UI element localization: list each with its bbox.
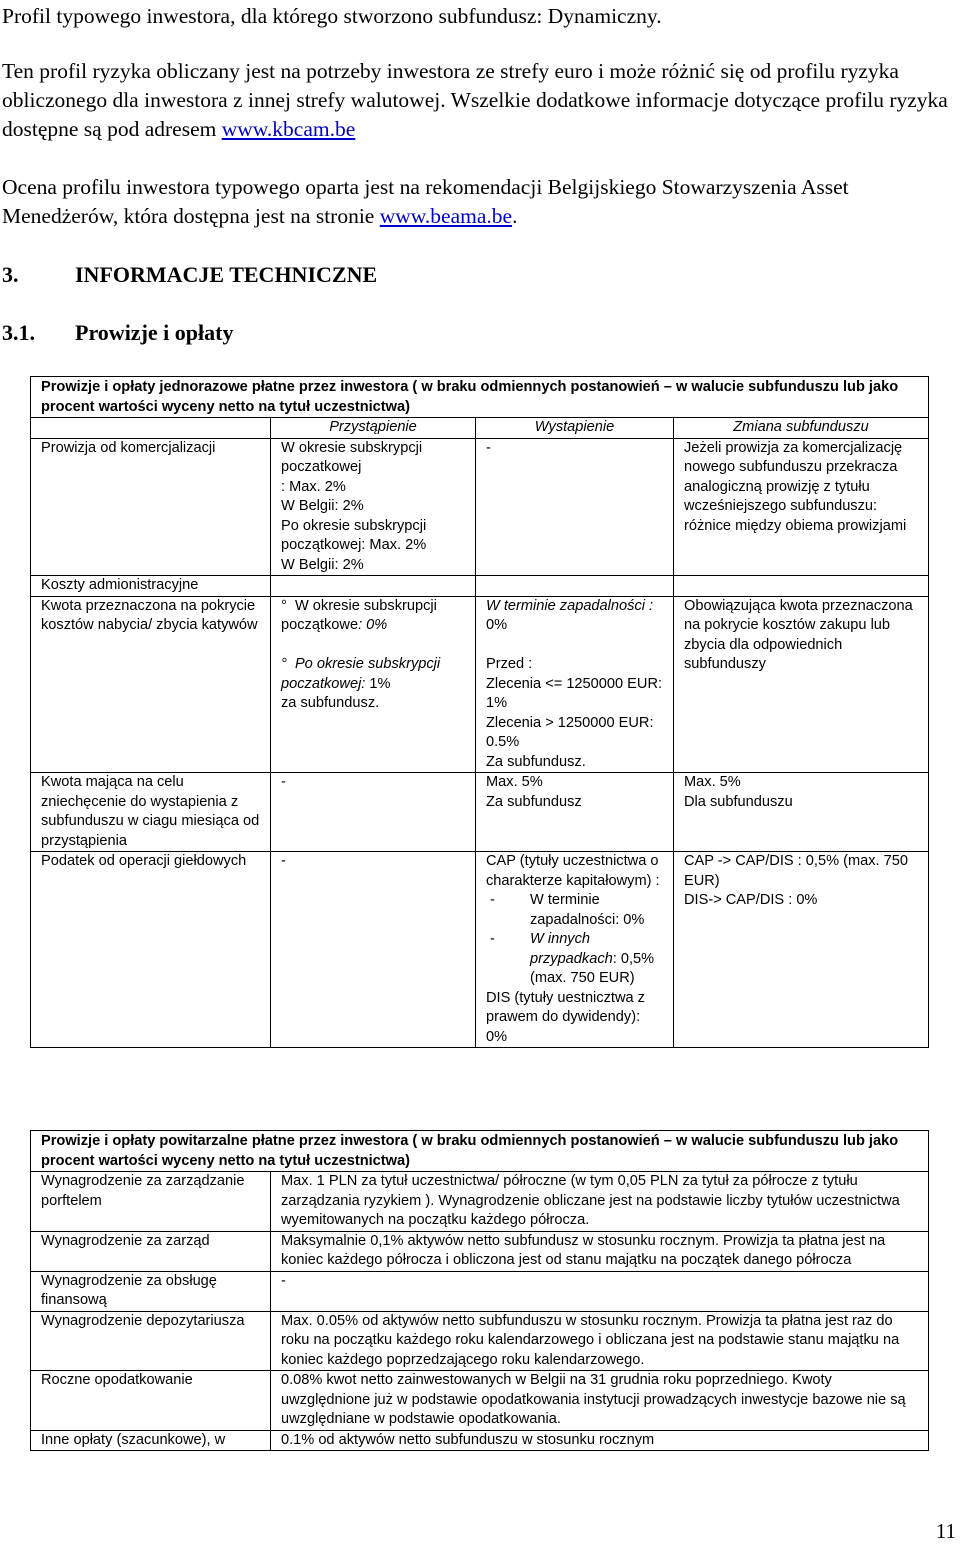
row-value: Max. 1 PLN za tytuł uczestnictwa/ półroczne (w tym 0,05 PLN za tytuł za półrocze z tytułu zarządzania ryzykiem ). Wynagrodzenie obliczane jest na podstawie liczby tytułów uczestnictwa wyemitowanych na początku każdego półrocza. — [271, 1172, 929, 1232]
exit-line: Za subfundusz — [486, 793, 582, 810]
page-number: 11 — [935, 1519, 956, 1543]
row-label: Koszty admionistracyjne — [31, 576, 271, 597]
assessment-end: . — [512, 204, 518, 228]
table-row — [31, 596, 929, 773]
one-time-fees-header: Prowizje i opłaty jednorazowe płatne przez inwestora ( w braku odmiennych postanowień – w walucie subfunduszu lub jako procent wartości wyceny netto na tytuł uczestnictwa) — [31, 377, 929, 418]
investor-profile-line: Profil typowego inwestora, dla którego stworzono subfundusz: Dynamiczny. — [2, 4, 662, 28]
entry-value: : 0% — [358, 617, 388, 633]
recurring-fees-table — [30, 1130, 929, 1451]
assessment-paragraph — [2, 173, 957, 231]
entry-cell — [271, 596, 476, 773]
subsection-heading-fees — [2, 320, 233, 346]
entry-text: Po okresie subskrypcji poczatkowej: — [281, 656, 441, 692]
entry-cell: - — [271, 852, 476, 1048]
risk-profile-text: Ten profil ryzyka obliczany jest na potrzeby inwestora ze strefy euro i może różnić się od profilu ryzyka obliczonego dla inwestora z innej strefy walutowej. Wszelkie dodatkowe informacje dotyczące profilu ryzyka dostępne są pod adresem — [2, 59, 948, 141]
beama-link[interactable]: www.beama.be — [379, 204, 513, 228]
switch-line: DIS-> CAP/DIS : 0% — [684, 892, 818, 908]
entry-line: początkowej: Max. 2% — [281, 537, 427, 553]
column-header-exit: Wystapienie — [476, 418, 674, 439]
entry-line: W okresie subskrypcji — [281, 439, 423, 456]
table-row — [31, 1172, 929, 1232]
exit-line: Zlecenia > 1250000 EUR: 0.5% — [486, 714, 654, 750]
assessment-text: Ocena profilu inwestora typowego oparta jest na rekomendacji Belgijskiego Stowarzyszenia Asset Menedżerów, która dostępna jest na stronie — [2, 175, 849, 228]
section-heading-technical — [2, 262, 377, 288]
entry-line: : Max. 2% — [281, 478, 346, 495]
entry-line: poczatkowej — [281, 459, 362, 475]
column-header-switch: Zmiana subfunduszu — [674, 418, 929, 439]
row-value: 0.08% kwot netto zainwestowanych w Belgii na 31 grudnia roku poprzedniego. Kwoty uwzględnione już w podstawie opodatkowania instytucji prowadzących inwestycje bazowe nie są uwzględniane w podstawie opodatkowania. — [271, 1371, 929, 1431]
list-item: - W terminie zapadalności: 0% — [486, 891, 663, 930]
entry-line: Po okresie subskrypcji — [281, 517, 427, 534]
table-row — [31, 1371, 929, 1431]
exit-text: W terminie zapadalności : — [486, 597, 654, 614]
column-header-empty — [31, 418, 271, 439]
row-label: Wynagrodzenie za obsługę finansową — [31, 1271, 271, 1311]
entry-cell — [271, 438, 476, 576]
row-label: Roczne opodatkowanie — [31, 1371, 271, 1431]
subsection-title: Prowizje i opłaty — [75, 320, 234, 345]
exit-line: DIS (tytuły uestnicztwa z prawem do dywidendy): 0% — [486, 989, 645, 1045]
row-label: Wynagrodzenie za zarządzanie porftelem — [31, 1172, 271, 1232]
row-value: Maksymalnie 0,1% aktywów netto subfundusz w stosunku rocznym. Prowizja ta płatna jest na koniec każdego półrocza i obliczona jest od stanu majątku na początek danego półrocza — [271, 1231, 929, 1271]
exit-line: Max. 5% — [486, 774, 543, 790]
list-item-rest: : 0,5% (max. 750 EUR) — [530, 950, 655, 986]
row-value: 0.1% od aktywów netto subfunduszu w stosunku rocznym — [271, 1430, 929, 1451]
entry-line: W Belgii: 2% — [281, 498, 364, 514]
table-row — [31, 773, 929, 852]
exit-list — [486, 891, 663, 989]
list-item — [486, 930, 663, 989]
exit-line: Zlecenia <= 1250000 EUR: 1% — [486, 675, 663, 711]
row-label: Inne opłaty (szacunkowe), w — [31, 1430, 271, 1451]
one-time-fees-table — [30, 376, 929, 1048]
table-row — [31, 1311, 929, 1371]
row-label: Prowizja od komercjalizacji — [31, 438, 271, 576]
entry-bullet — [281, 655, 465, 694]
entry-text: W okresie subskrupcji początkowe — [281, 597, 437, 633]
exit-value: 0% — [486, 617, 508, 633]
kbcam-link[interactable]: www.kbcam.be — [221, 117, 356, 141]
switch-cell — [674, 576, 929, 597]
table-row — [31, 852, 929, 1048]
table-row — [31, 1271, 929, 1311]
table-row — [31, 1231, 929, 1271]
switch-line: CAP -> CAP/DIS : 0,5% (max. 750 EUR) — [684, 853, 908, 889]
row-label: Wynagrodzenie depozytariusza — [31, 1311, 271, 1371]
exit-cell — [476, 773, 674, 852]
entry-value: 1% — [365, 675, 391, 692]
table-header-row — [31, 377, 929, 418]
entry-line: za subfundusz. — [281, 695, 380, 711]
exit-cell — [476, 852, 674, 1048]
row-label: Podatek od operacji giełdowych — [31, 852, 271, 1048]
risk-profile-paragraph — [2, 57, 957, 144]
row-value: - — [271, 1271, 929, 1311]
entry-cell: - — [271, 773, 476, 852]
exit-line: Za subfundusz. — [486, 753, 586, 770]
switch-cell: Jeżeli prowizja za komercjalizację nowego subfunduszu przekracza analogiczną prowizję z tytułu wcześniejszego subfunduszu: różnice między obiema prowizjami — [674, 438, 929, 576]
entry-line: W Belgii: 2% — [281, 556, 364, 573]
recurring-fees-header: Prowizje i opłaty powitarzalne płatne przez inwestora ( w braku odmiennych postanowień – w walucie subfunduszu lub jako procent wartości wyceny netto na tytuł uczestnictwa) — [31, 1131, 929, 1172]
switch-cell: Obowiązująca kwota przeznaczona na pokrycie kosztów zakupu lub zbycia dla odpowiednich subfunduszy — [674, 596, 929, 773]
switch-line: Max. 5% — [684, 774, 741, 790]
row-label: Kwota mająca na celu zniechęcenie do wystapienia z subfunduszu w ciagu miesiąca od przystąpienia — [31, 773, 271, 852]
entry-cell — [271, 576, 476, 597]
row-value: Max. 0.05% od aktywów netto subfunduszu w stosunku rocznym. Prowizja ta płatna jest raz do roku na początku każdego roku kalendarzowego i obliczana jest na podstawie stanu majątku na koniec każdego poprzedzającego roku kalendarzowego. — [271, 1311, 929, 1371]
exit-cell — [476, 576, 674, 597]
switch-line: Dla subfunduszu — [684, 793, 793, 810]
column-header-row — [31, 418, 929, 439]
table-header-row — [31, 1131, 929, 1172]
row-label: Kwota przeznaczona na pokrycie kosztów nabycia/ zbycia katywów — [31, 596, 271, 773]
section-title: INFORMACJE TECHNICZNE — [75, 262, 378, 287]
row-label: Wynagrodzenie za zarząd — [31, 1231, 271, 1271]
exit-cell: - — [476, 438, 674, 576]
exit-line: Przed : — [486, 656, 533, 672]
column-header-entry: Przystąpienie — [271, 418, 476, 439]
list-item-italic: W innych przypadkach — [530, 931, 613, 967]
section-number: 3. — [2, 262, 19, 287]
entry-bullet — [281, 597, 465, 636]
exit-cell — [476, 596, 674, 773]
subsection-number: 3.1. — [2, 320, 35, 345]
exit-line: CAP (tytuły uczestnictwa o charakterze kapitałowym) : — [486, 853, 660, 889]
switch-cell — [674, 852, 929, 1048]
table-row — [31, 438, 929, 576]
switch-cell — [674, 773, 929, 852]
table-row — [31, 1430, 929, 1451]
table-row — [31, 576, 929, 597]
